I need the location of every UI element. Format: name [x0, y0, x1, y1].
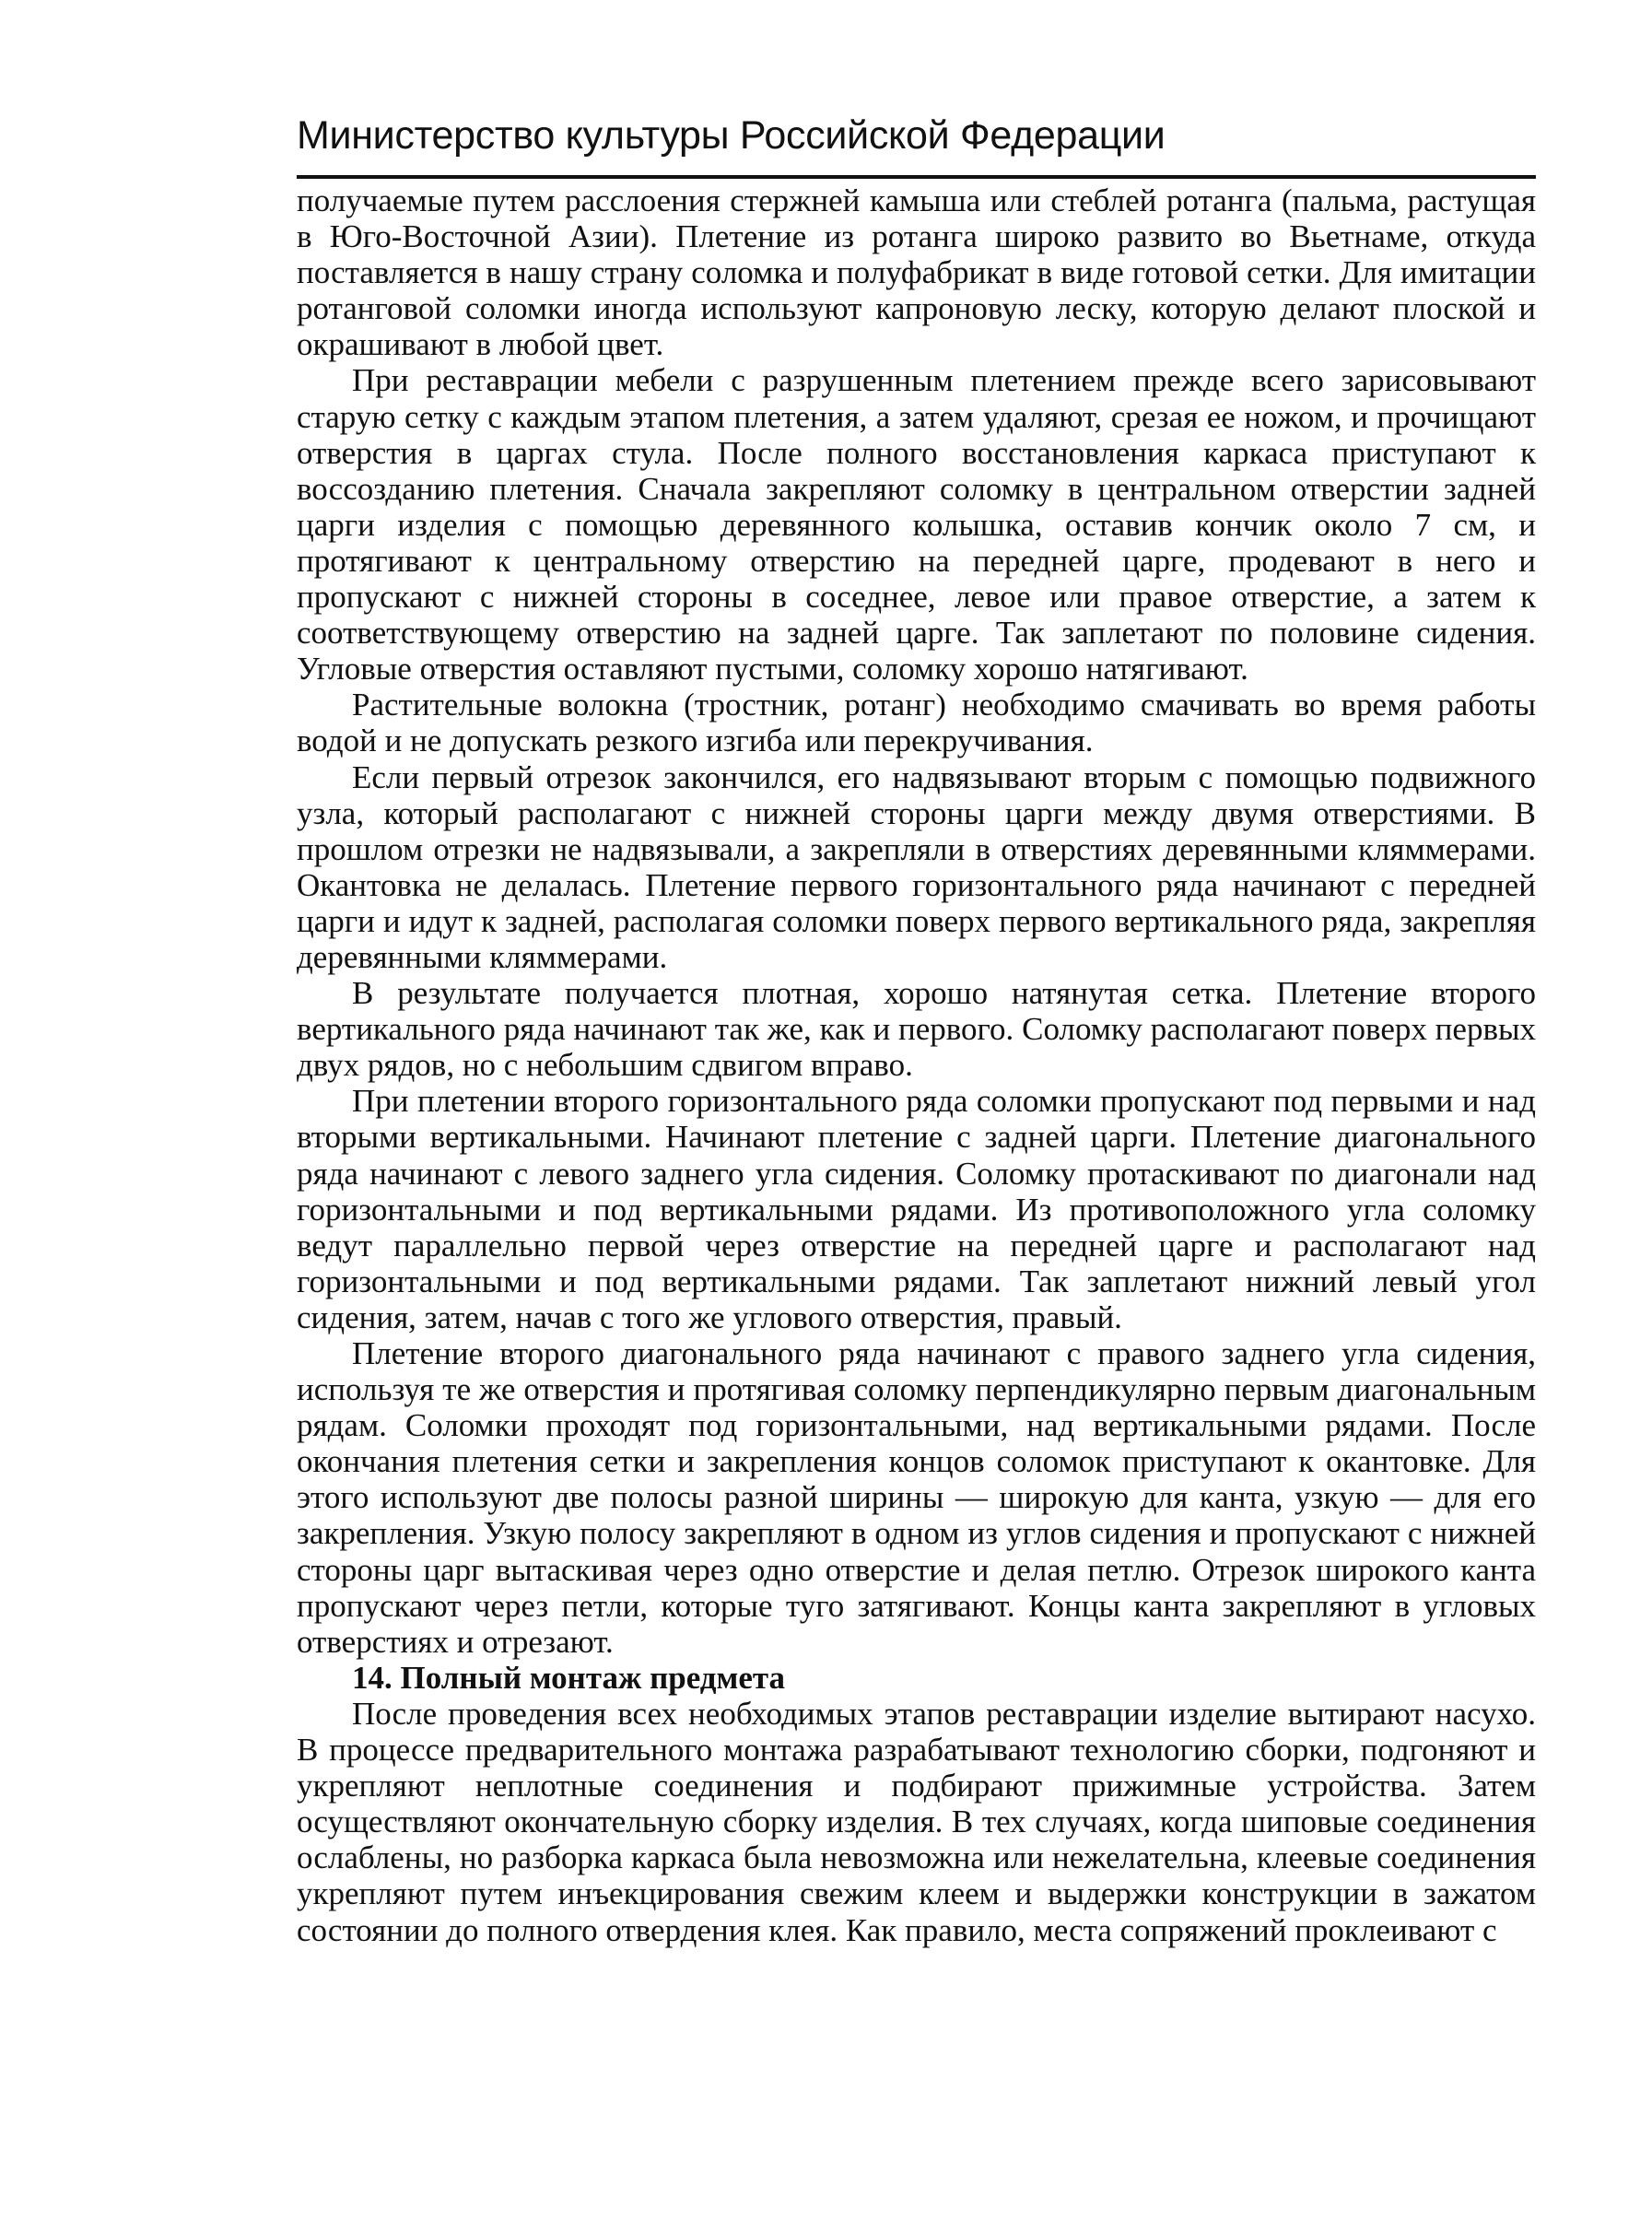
section-heading: 14. Полный монтаж предмета: [352, 1659, 786, 1696]
paragraph: При плетении второго горизонтального ряда соломки пропускают под первыми и над вторыми вертикальными. Начинают плетение с задней царги. Плетение диагонального ряда начинают с левого заднего угла сидения. Соломку протаскивают по диагонали над горизонтальными и под вертикальными рядами. Из противоположного угла соломку ведут параллельно первой через отверстие на передней царге и располагают над горизонтальными и под вертикальными рядами. Так заплетают нижний левый угол сидения, затем, начав с того же углового отверстия, правый.: [297, 1083, 1536, 1335]
paragraph: В результате получается плотная, хорошо натянутая сетка. Плетение второго вертикального ряда начинают так же, как и первого. Соломку располагают поверх первых двух рядов, но с небольшим сдвигом вправо.: [297, 975, 1536, 1084]
paragraph: Если первый отрезок закончился, его надвязывают вторым с помощью подвижного узла, который располагают с нижней стороны царги между двумя отверстиями. В прошлом отрезки не надвязывали, а закрепляли в отверстиях деревянными кляммерами. Окантовка не делалась. Плетение первого горизонтального ряда начинают с передней царги и идут к задней, располагая соломки поверх первого вертикального ряда, закрепляя деревянными кляммерами.: [297, 758, 1536, 975]
paragraph: Растительные волокна (тростник, ротанг) необходимо смачивать во время работы водой и не допускать резкого изгиба или перекручивания.: [297, 687, 1536, 759]
running-header: Министерство культуры Российской Федерации: [297, 113, 1166, 158]
paragraph: При реставрации мебели с разрушенным плетением прежде всего зарисовывают старую сетку с каждым этапом плетения, а затем удаляют, срезая ее ножом, и прочищают отверстия в царгах стула. После полного восстановления каркаса приступают к воссозданию плетения. Сначала закрепляют соломку в центральном отверстии задней царги изделия с помощью деревянного колышка, оставив кончик около 7 см, и протягивают к центральному отверстию на передней царге, продевают в него и пропускают с нижней стороны в соседнее, левое или правое отверстие, а затем к соответствующему отверстию на задней царге. Так заплетают по половине сидения. Угловые отверстия оставляют пустыми, соломку хорошо натягивают.: [297, 362, 1536, 688]
paragraph-continuation: получаемые путем расслоения стержней камыша или стеблей ротанга (пальма, растущая в Юго-Восточной Азии). Плетение из ротанга широко развито во Вьетнаме, откуда поставляется в нашу страну соломка и полуфабрикат в виде готовой сетки. Для имитации ротанговой соломки иногда используют капроновую леску, которую делают плоской и окрашивают в любой цвет.: [297, 182, 1536, 363]
paragraph: Плетение второго диагонального ряда начинают с правого заднего угла сидения, используя те же отверстия и протягивая соломку перпендикулярно первым диагональным рядам. Соломки проходят под горизонтальными, над вертикальными рядами. После окончания плетения сетки и закрепления концов соломок приступают к окантовке. Для этого используют две полосы разной ширины — широкую для канта, узкую — для его закрепления. Узкую полосу закрепляют в одном из углов сидения и пропускают с нижней стороны царг вытаскивая через одно отверстие и делая петлю. Отрезок широкого канта пропускают через петли, которые туго затягивают. Концы канта закрепляют в угловых отверстиях и отрезают.: [297, 1335, 1536, 1660]
header-divider: [297, 175, 1536, 179]
body-text: [297, 182, 1536, 1948]
paragraph: После проведения всех необходимых этапов реставрации изделие вытирают насухо. В процессе предварительного монтажа разрабатывают технологию сборки, подгоняют и укрепляют неплотные соединения и подбирают прижимные устройства. Затем осуществляют окончательную сборку изделия. В тех случаях, когда шиповые соединения ослаблены, но разборка каркаса была невозможна или нежелательна, клеевые соединения укрепляют путем инъекцирования свежим клеем и выдержки конструкции в зажатом состоянии до полного отвердения клея. Как правило, места сопряжений проклеивают с: [297, 1695, 1536, 1948]
